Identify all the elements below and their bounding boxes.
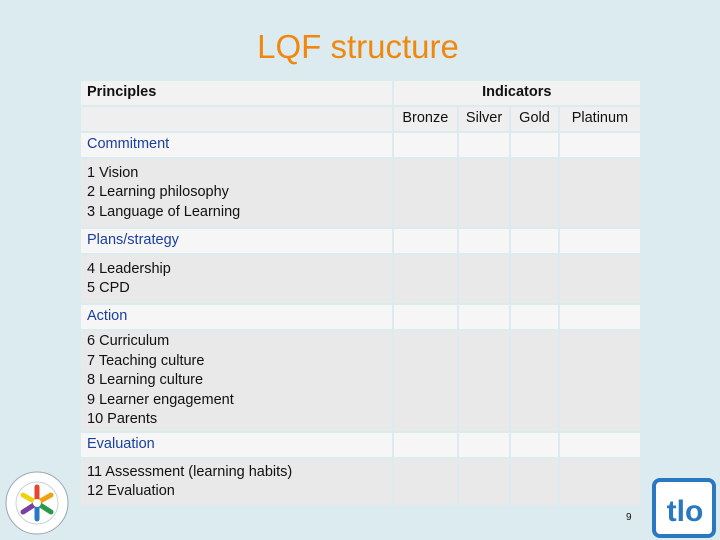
items-row-action <box>80 330 641 432</box>
slide-title: LQF structure <box>257 28 459 65</box>
indicators-header: Indicators <box>393 80 641 106</box>
principle-item: 8 Learning culture <box>87 372 204 389</box>
table-header-row <box>80 80 641 106</box>
principle-items <box>80 330 393 432</box>
level-bronze: Bronze <box>393 106 458 132</box>
lqf-structure-table <box>79 79 642 507</box>
level-platinum: Platinum <box>559 106 641 132</box>
principle-items <box>80 458 393 506</box>
principle-item: 12 Evaluation <box>87 483 175 499</box>
principle-item: 6 Curriculum <box>87 333 170 350</box>
section-label: Action <box>80 304 393 330</box>
principle-items <box>80 254 393 304</box>
section-row-plans-strategy <box>80 228 641 254</box>
items-row-plans-strategy <box>80 254 641 304</box>
lqf-seal-logo <box>4 470 70 536</box>
section-row-commitment <box>80 132 641 158</box>
section-row-action <box>80 304 641 330</box>
section-row-evaluation <box>80 432 641 458</box>
principle-items <box>80 158 393 228</box>
tlo-logo <box>651 478 717 538</box>
principle-item: 9 Learner engagement <box>87 391 234 408</box>
principle-item: 5 CPD <box>87 280 130 296</box>
principles-header: Principles <box>80 80 393 106</box>
section-label: Evaluation <box>80 432 393 458</box>
section-label: Commitment <box>80 132 393 158</box>
principle-item: 3 Language of Learning <box>87 203 241 220</box>
items-row-commitment <box>80 158 641 228</box>
section-label: Plans/strategy <box>80 228 393 254</box>
items-row-evaluation <box>80 458 641 506</box>
levels-row-blank <box>80 106 393 132</box>
principle-item: 1 Vision <box>87 164 139 181</box>
principle-item: 7 Teaching culture <box>87 352 205 369</box>
levels-row <box>80 106 641 132</box>
principle-item: 2 Learning philosophy <box>87 184 229 201</box>
page-number: 9 <box>626 512 632 523</box>
svg-text:tlo: tlo <box>666 495 704 528</box>
principle-item: 4 Leadership <box>87 260 171 277</box>
principle-item: 11 Assessment (learning habits) <box>87 463 293 480</box>
level-silver: Silver <box>458 106 510 132</box>
principle-item: 10 Parents <box>87 411 158 428</box>
level-gold: Gold <box>510 106 559 132</box>
